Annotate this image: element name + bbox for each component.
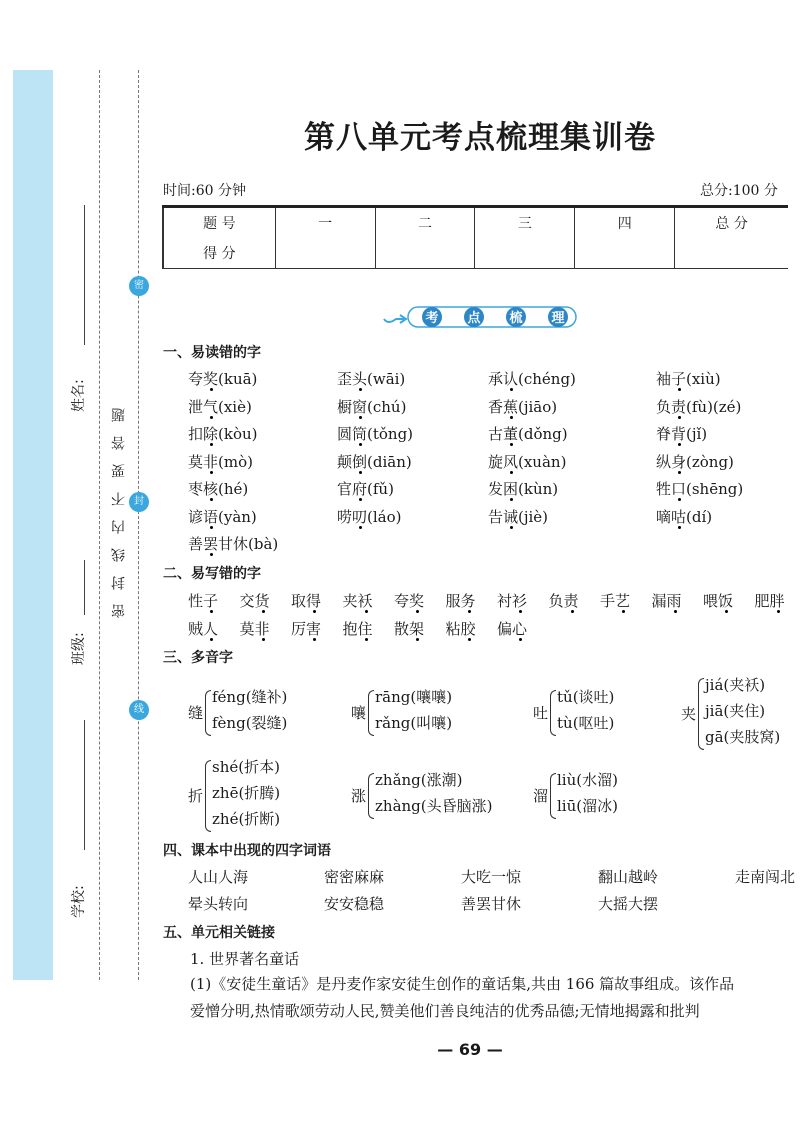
score-cell[interactable] [675,238,788,269]
link-paragraph-line-2: 爱憎分明,热情歌颂劳动人民,赞美他们善良纯洁的优秀品德;无情地揭露和批判 [190,1002,700,1020]
misread-word: 谚语(yàn) [188,506,257,527]
miswrite-word: 衬衫 [497,590,527,611]
emphasis-dot [571,610,574,613]
section-heading-2: 二、易写错的字 [163,566,261,582]
misread-word: 香蕉(jiāo) [488,396,557,417]
miswrite-word: 偏心 [497,618,527,639]
emphasis-dot [359,388,362,391]
emphasis-dot [359,471,362,474]
emphasis-dot [262,610,265,613]
score-header-cell: 四 [575,207,675,239]
emphasis-dot [510,526,513,529]
emphasis-dot [210,526,213,529]
polyphone-reading: tù(呕吐) [557,714,615,732]
miswrite-word: 漏雨 [652,590,682,611]
misread-word: 善罢甘休(bà) [188,533,278,554]
misread-word: 发困(kùn) [488,478,558,499]
emphasis-dot [510,416,513,419]
miswrite-word: 负责 [549,590,579,611]
emphasis-dot [313,610,316,613]
score-header-cell: 三 [475,207,575,239]
fold-line-1 [99,70,100,980]
polyphone-reading: zhé(折断) [212,810,281,828]
seal-dot-feng: 封 [129,492,149,512]
polyphone-reading: zhǎng(涨潮) [375,771,463,789]
brace-icon [205,690,211,736]
polyphone-reading: liū(溜冰) [557,797,618,815]
misread-word: 颠倒(diān) [337,451,412,472]
link-item-1: 1. 世界著名童话 [190,950,300,968]
miswrite-word: 厉害 [291,618,321,639]
emphasis-dot [519,610,522,613]
misread-word: 唠叨(láo) [337,506,401,527]
polyphone-reading: jiā(夹住) [705,702,766,720]
idiom: 翻山越岭 [598,868,659,886]
emphasis-dot [359,526,362,529]
polyphone-char: 缝 [188,704,204,722]
emphasis-dot [510,388,513,391]
emphasis-dot [416,638,419,641]
seal-instruction: 密封线内不要答题 [111,394,127,618]
emphasis-dot [510,471,513,474]
misread-word: 官府(fǔ) [337,478,394,499]
emphasis-dot [210,416,213,419]
emphasis-dot [359,498,362,501]
banner-char: 考 [425,311,439,326]
misread-word: 扣除(kòu) [188,423,258,444]
polyphone-reading: gā(夹肢窝) [705,728,781,746]
miswrite-word: 夹袄 [343,590,373,611]
miswrite-word: 夸奖 [394,590,424,611]
name-label: 姓名: [71,379,87,412]
misread-word: 牲口(shēng) [656,478,743,499]
miswrite-word: 粘胶 [446,618,476,639]
misread-word: 橱窗(chú) [337,396,406,417]
polyphone-char: 吐 [533,704,549,722]
emphasis-dot [519,638,522,641]
emphasis-dot [468,610,471,613]
fold-line-2 [138,70,139,980]
score-cell[interactable] [475,238,575,269]
score-header-cell: 题 号 [163,207,275,239]
idiom: 大吃一惊 [461,868,522,886]
miswrite-word: 抱住 [343,618,373,639]
misread-word: 枣核(hé) [188,478,248,499]
brace-icon [550,773,556,819]
emphasis-dot [210,638,213,641]
misread-word: 夸奖(kuā) [188,368,257,389]
emphasis-dot [210,610,213,613]
seal-dot-mi: 密 [129,276,149,296]
section-heading-4: 四、课本中出现的四字词语 [163,843,331,859]
polyphone-reading: rǎng(叫嚷) [375,714,453,732]
misread-word: 嘀咕(dí) [656,506,712,527]
section-banner [382,303,582,329]
idiom: 密密麻麻 [324,868,385,886]
banner-char: 理 [551,311,565,326]
idiom: 大摇大摆 [598,895,659,913]
school-line [84,720,85,850]
emphasis-dot [678,471,681,474]
miswrite-word: 手艺 [600,590,630,611]
score-header-cell: 一 [275,207,375,239]
class-line [84,560,85,615]
miswrite-word: 性子 [188,590,218,611]
score-cell[interactable] [575,238,675,269]
emphasis-dot [678,526,681,529]
idiom: 走南闯北 [735,868,796,886]
emphasis-dot [210,553,213,556]
link-paragraph-line-1: (1)《安徒生童话》是丹麦作家安徒生创作的童话集,共由 166 篇故事组成。该作品 [190,975,735,993]
polyphone-reading: shé(折本) [212,758,280,776]
misread-word: 圆筒(tǒng) [337,423,413,444]
misread-word: 袖子(xiù) [656,368,721,389]
polyphone-reading: fèng(裂缝) [212,714,288,732]
page-number: — 69 — [437,1040,503,1059]
name-line [84,205,85,345]
emphasis-dot [210,498,213,501]
score-header-cell: 二 [375,207,475,239]
miswrite-word: 服务 [446,590,476,611]
miswrite-word: 肥胖 [755,590,785,611]
polyphone-char: 夹 [681,705,697,723]
emphasis-dot [678,498,681,501]
idiom: 人山人海 [188,868,249,886]
score-cell[interactable] [275,238,375,269]
brace-icon [698,678,704,750]
emphasis-dot [365,610,368,613]
misread-word: 负责(fù)(zé) [656,396,741,417]
emphasis-dot [210,471,213,474]
polyphone-reading: féng(缝补) [212,688,288,706]
idiom: 善罢甘休 [461,895,522,913]
polyphone-char: 涨 [351,787,367,805]
banner-char: 点 [467,311,481,326]
misread-word: 脊背(jǐ) [656,423,707,444]
emphasis-dot [416,610,419,613]
polyphone-reading: rāng(嚷嚷) [375,688,453,706]
section-heading-5: 五、单元相关链接 [163,925,275,941]
polyphone-char: 溜 [533,787,549,805]
idiom: 晕头转向 [188,895,249,913]
emphasis-dot [210,443,213,446]
polyphone-reading: zhē(折腾) [212,784,281,802]
emphasis-dot [674,610,677,613]
score-row-label: 得 分 [163,238,275,269]
polyphone-reading: tǔ(谈吐) [557,688,615,706]
emphasis-dot [359,416,362,419]
brace-icon [368,690,374,736]
brace-icon [368,773,374,819]
section-heading-1: 一、易读错的字 [163,345,261,361]
seal-dot-xian: 线 [129,700,149,720]
emphasis-dot [678,416,681,419]
page-title: 第八单元考点梳理集训卷 [304,120,656,156]
polyphone-reading: zhàng(头昏脑涨) [375,797,493,815]
class-label: 班级: [71,632,87,665]
emphasis-dot [510,443,513,446]
emphasis-dot [725,610,728,613]
misread-word: 莫非(mò) [188,451,253,472]
emphasis-dot [365,638,368,641]
miswrite-word: 交货 [240,590,270,611]
polyphone-char: 嚷 [351,704,367,722]
time-label: 时间:60 分钟 [163,183,246,199]
score-cell[interactable] [375,238,475,269]
misread-word: 告诫(jiè) [488,506,548,527]
misread-word: 歪头(wāi) [337,368,405,389]
emphasis-dot [262,638,265,641]
miswrite-word: 贼人 [188,618,218,639]
total-score-label: 总分:100 分 [700,183,778,199]
emphasis-dot [313,638,316,641]
polyphone-reading: liù(水溜) [557,771,618,789]
score-header-cell: 总 分 [675,207,788,239]
misread-word: 承认(chéng) [488,368,576,389]
misread-word: 泄气(xiè) [188,396,252,417]
side-strip [13,70,53,980]
emphasis-dot [210,388,213,391]
school-label: 学校: [71,885,87,918]
emphasis-dot [777,610,780,613]
miswrite-word: 喂饭 [703,590,733,611]
misread-word: 纵身(zòng) [656,451,734,472]
brace-icon [205,760,211,832]
misread-word: 古董(dǒng) [488,423,568,444]
emphasis-dot [510,498,513,501]
section-heading-3: 三、多音字 [163,650,233,666]
polyphone-char: 折 [188,787,204,805]
emphasis-dot [359,443,362,446]
miswrite-word: 取得 [291,590,321,611]
idiom: 安安稳稳 [324,895,385,913]
banner-char: 梳 [509,311,523,326]
emphasis-dot [678,388,681,391]
misread-word: 旋风(xuàn) [488,451,566,472]
miswrite-word: 莫非 [240,618,270,639]
emphasis-dot [622,610,625,613]
brace-icon [550,690,556,736]
emphasis-dot [678,443,681,446]
miswrite-word: 散架 [394,618,424,639]
score-table [162,205,788,269]
emphasis-dot [468,638,471,641]
polyphone-reading: jiá(夹袄) [705,676,766,694]
